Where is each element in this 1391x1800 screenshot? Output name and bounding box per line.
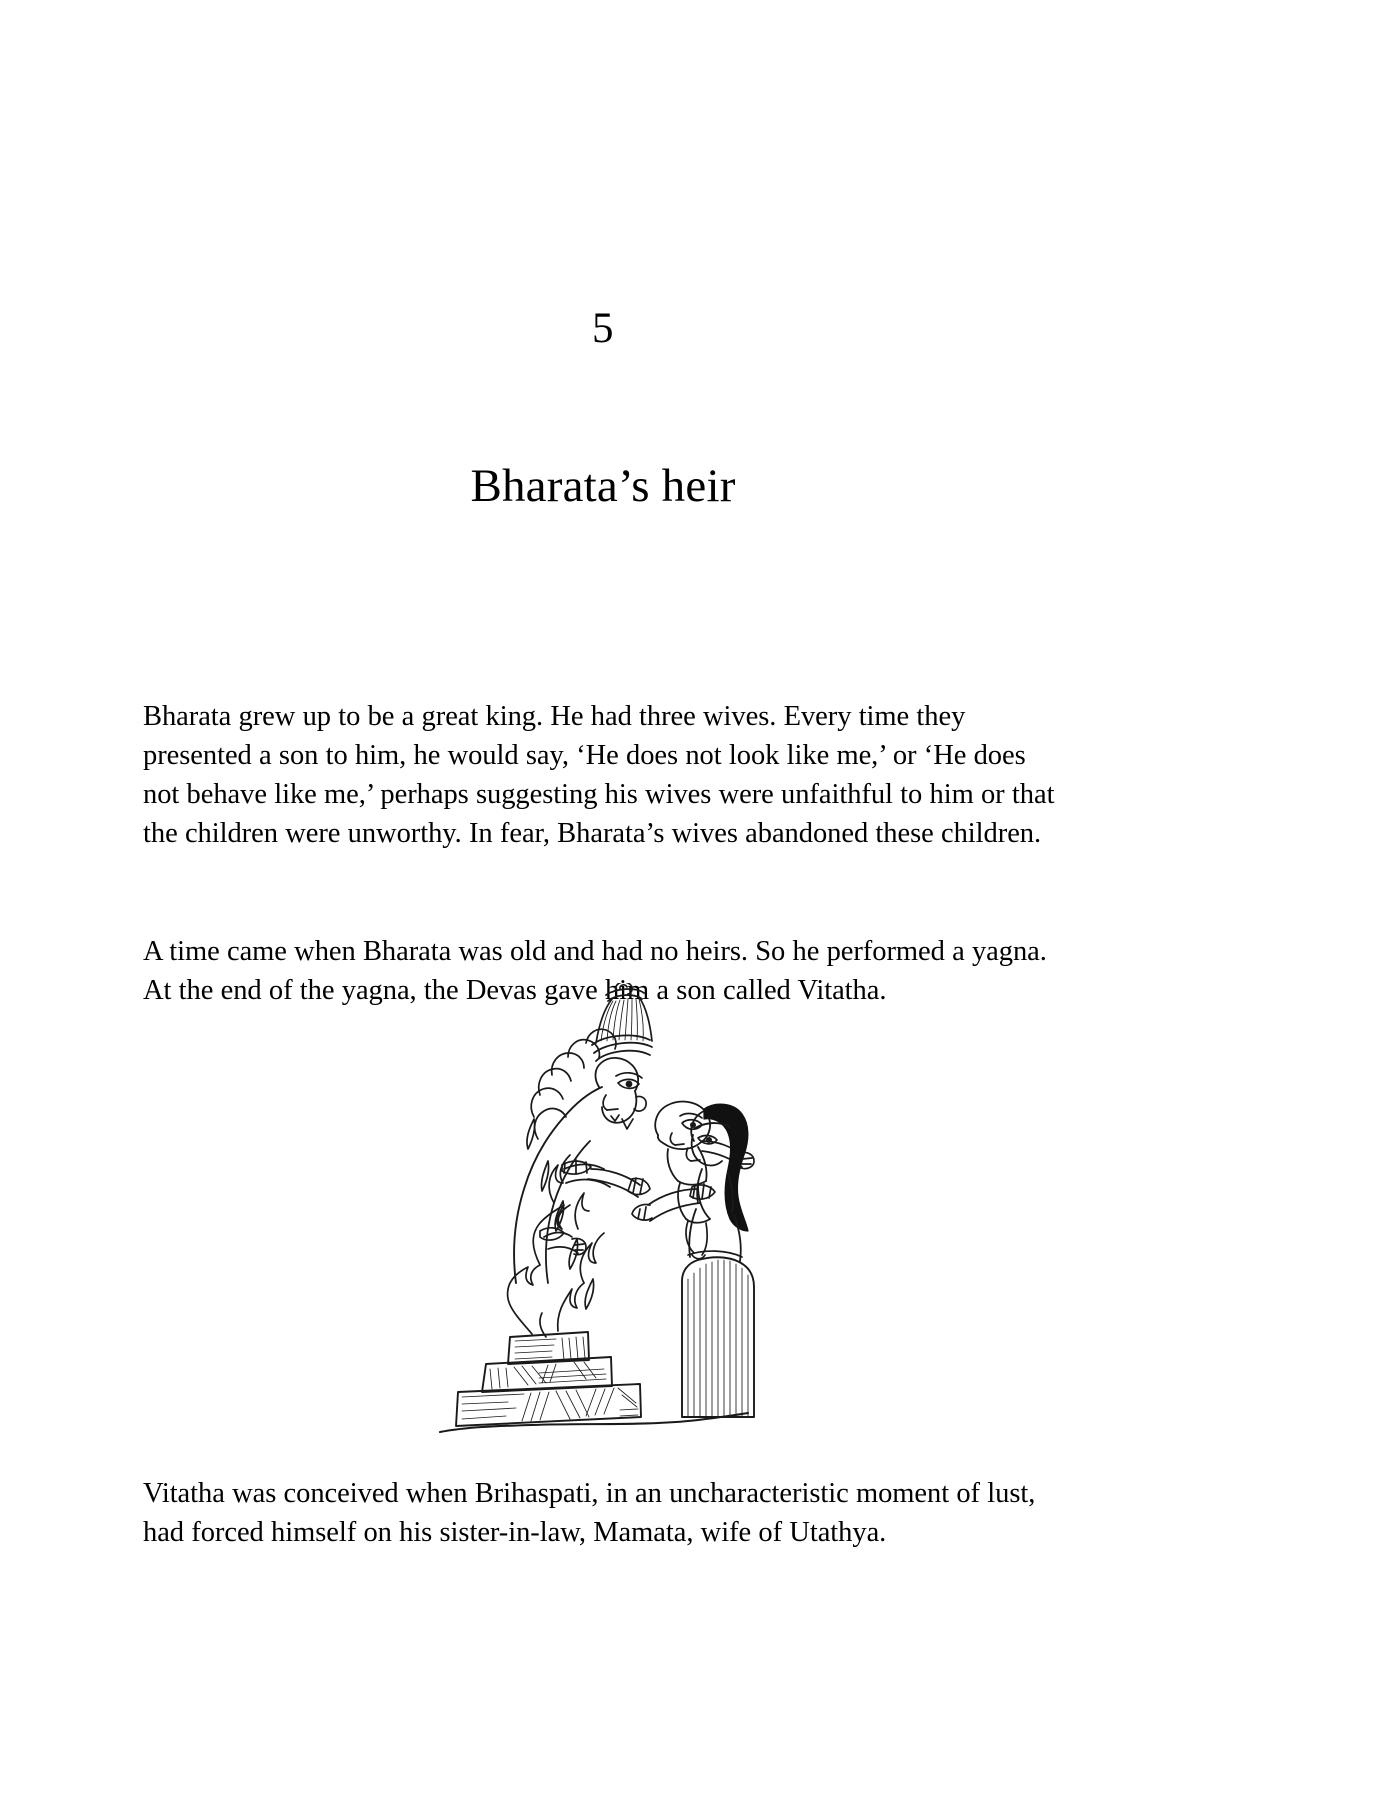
ground-line-icon <box>440 1413 748 1432</box>
body-paragraph-1: Bharata grew up to be a great king. He had three wives. Every time they presented a son to him, he would say, ‘He does not look like me,’ or ‘He does not behave like me,’ perhaps suggesting his wives were unfaithful to him or that the children were unworthy. In fear, Bharata’s wives abandoned these children. <box>143 701 1055 849</box>
body-paragraph-3: Vitatha was conceived when Brihaspati, in an uncharacteristic moment of lust, had forced himself on his sister-in-law, Mamata, wife of Utathya. <box>143 1478 1036 1548</box>
chapter-illustration <box>436 983 776 1453</box>
chapter-title: Bharata’s heir <box>470 460 736 512</box>
deity-figure-icon <box>514 983 652 1283</box>
body-paragraph-2: A time came when Bharata was old and had no heirs. So he performed a yagna. At the end of the yagna, the Devas gave him a son called Vitatha. <box>143 936 1047 1006</box>
chapter-number: 5 <box>592 305 614 352</box>
fire-altar-icon <box>456 1332 641 1426</box>
kneeling-figure-icon <box>632 1104 754 1417</box>
